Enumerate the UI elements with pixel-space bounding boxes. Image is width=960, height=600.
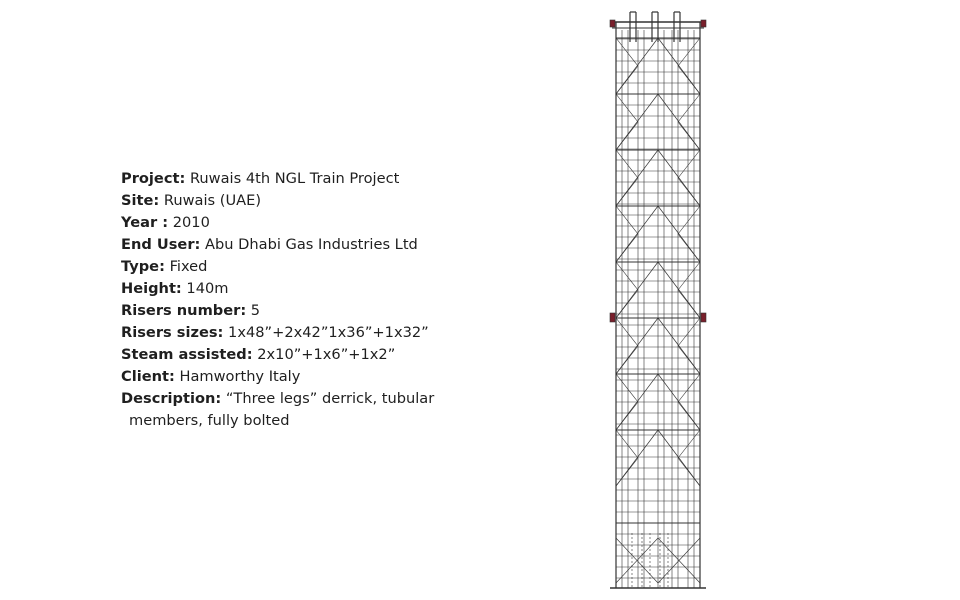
spec-label: Risers sizes: xyxy=(121,324,224,341)
project-specifications xyxy=(121,168,461,432)
platform-marker xyxy=(701,20,706,27)
spec-description-continuation: members, fully bolted xyxy=(129,412,290,429)
spec-value: 2x10”+1x6”+1x2” xyxy=(257,346,396,363)
spec-value: Ruwais (UAE) xyxy=(163,192,262,209)
spec-row-client xyxy=(121,366,461,388)
spec-row-steam-assisted xyxy=(121,344,461,366)
spec-label: Year : xyxy=(121,214,169,231)
side-brace xyxy=(678,458,700,486)
side-brace xyxy=(616,122,638,150)
side-brace xyxy=(616,38,638,66)
side-brace xyxy=(616,458,638,486)
platform-marker xyxy=(610,313,615,322)
spec-label: Site: xyxy=(121,192,160,209)
side-brace xyxy=(616,374,638,402)
spec-label: Type: xyxy=(121,258,165,275)
spec-row-risers-number xyxy=(121,300,461,322)
side-brace xyxy=(616,206,638,234)
spec-value: 1x48”+2x42”1x36”+1x32” xyxy=(228,324,429,341)
side-brace xyxy=(678,66,700,94)
side-brace xyxy=(678,318,700,346)
side-brace xyxy=(678,94,700,122)
side-brace xyxy=(616,346,638,374)
spec-label: Risers number: xyxy=(121,302,247,319)
side-brace xyxy=(616,66,638,94)
spec-row-end-user xyxy=(121,234,461,256)
spec-value: Hamworthy Italy xyxy=(179,368,301,385)
spec-row-height xyxy=(121,278,461,300)
side-brace xyxy=(678,38,700,66)
spec-row-project xyxy=(121,168,461,190)
spec-row-type xyxy=(121,256,461,278)
spec-row-description xyxy=(121,388,461,410)
side-brace xyxy=(678,430,700,458)
spec-value: Abu Dhabi Gas Industries Ltd xyxy=(205,236,418,253)
flare-derrick-drawing xyxy=(600,8,716,593)
platform-marker xyxy=(610,20,615,27)
side-brace xyxy=(678,402,700,430)
spec-label: End User: xyxy=(121,236,201,253)
spec-value: 5 xyxy=(250,302,261,319)
side-brace xyxy=(616,402,638,430)
side-brace xyxy=(678,206,700,234)
side-brace xyxy=(678,346,700,374)
spec-label: Steam assisted: xyxy=(121,346,253,363)
side-brace xyxy=(678,122,700,150)
spec-label: Description: xyxy=(121,390,222,407)
side-brace xyxy=(678,374,700,402)
spec-row-site xyxy=(121,190,461,212)
side-brace xyxy=(616,318,638,346)
spec-value: 140m xyxy=(186,280,229,297)
spec-value: 2010 xyxy=(172,214,210,231)
platform-marker xyxy=(701,313,706,322)
spec-value: Ruwais 4th NGL Train Project xyxy=(189,170,400,187)
spec-row-risers-sizes xyxy=(121,322,461,344)
side-brace xyxy=(616,430,638,458)
side-brace xyxy=(616,262,638,290)
spec-value: Fixed xyxy=(169,258,208,275)
spec-label: Project: xyxy=(121,170,186,187)
spec-label: Client: xyxy=(121,368,175,385)
side-brace xyxy=(616,94,638,122)
spec-label: Height: xyxy=(121,280,182,297)
side-brace xyxy=(616,150,638,178)
side-brace xyxy=(678,150,700,178)
spec-value: “Three legs” derrick, tubular xyxy=(225,390,435,407)
side-brace xyxy=(678,262,700,290)
spec-row-year xyxy=(121,212,461,234)
